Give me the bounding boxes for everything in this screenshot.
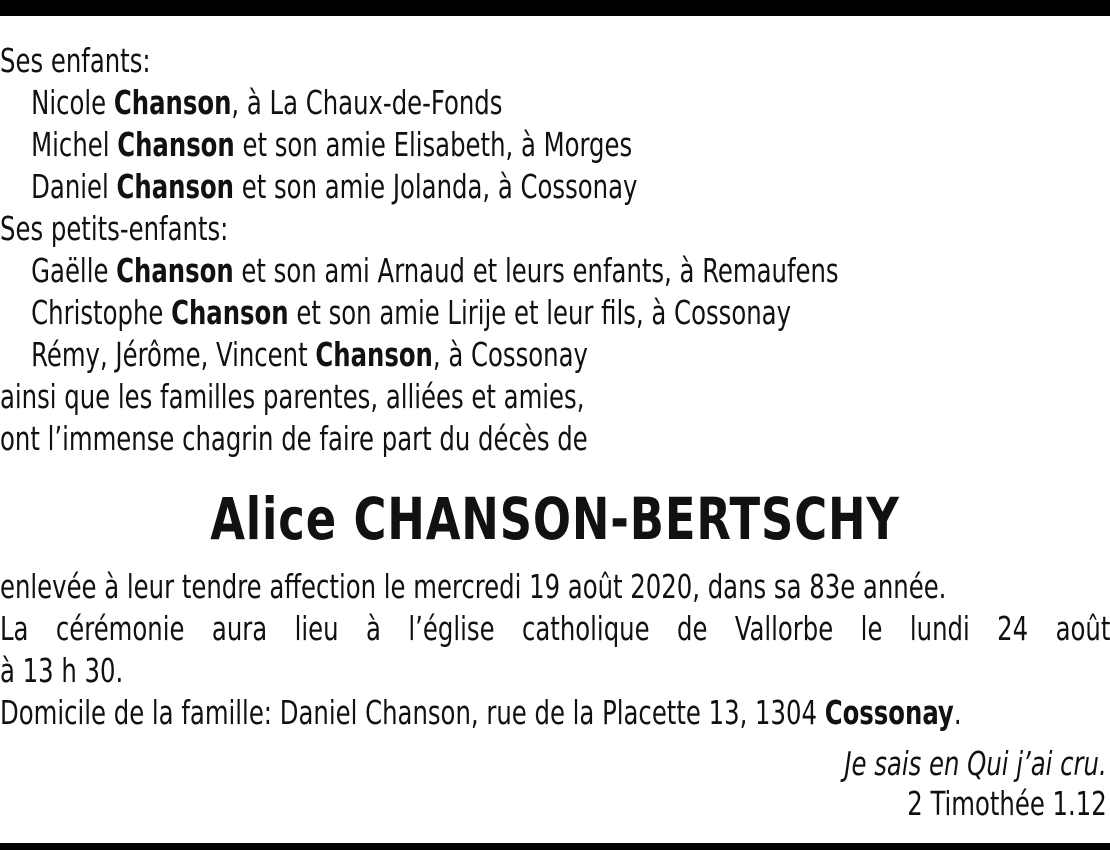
grandchild-first-name: Gaëlle: [31, 251, 117, 290]
ceremony-word: le: [860, 609, 883, 648]
domicile-end: .: [953, 693, 962, 732]
ceremony-word: catholique: [521, 609, 650, 648]
child-first-name: Michel: [31, 125, 118, 164]
children-heading: Ses enfants:: [0, 41, 151, 80]
ceremony-time: à 13 h 30.: [0, 651, 124, 690]
bottom-rule: [0, 843, 1110, 850]
grandchild-line: [0, 250, 1110, 292]
families-line: ainsi que les familles parentes, alliées et amies,: [0, 377, 585, 416]
ceremony-line: [0, 608, 1110, 650]
grandchild-detail: et son amie Lirije et leur fils, à Cossonay: [288, 293, 791, 332]
obituary-notice: [0, 40, 1110, 824]
child-last-name: Chanson: [116, 167, 235, 206]
grandchild-last-name: Chanson: [116, 251, 234, 290]
grandchild-detail: , à Cossonay: [432, 335, 588, 374]
ceremony-word: l’église: [408, 609, 495, 648]
domicile-city: Cossonay: [824, 693, 954, 732]
child-detail: , à La Chaux-de-Fonds: [231, 83, 503, 122]
departed-line: enlevée à leur tendre affection le mercredi 19 août 2020, dans sa 83e année.: [0, 567, 947, 606]
ceremony-word: 24: [997, 609, 1029, 648]
grandchild-line: [0, 292, 1110, 334]
ceremony-word: lundi: [909, 609, 970, 648]
grandchild-detail: et son ami Arnaud et leurs enfants, à Remaufens: [233, 251, 839, 290]
child-first-name: Daniel: [31, 167, 117, 206]
grandchildren-heading: Ses petits-enfants:: [0, 209, 229, 248]
ceremony-word: août: [1055, 609, 1110, 648]
ceremony-word: Vallorbe: [734, 609, 834, 648]
child-line: [0, 124, 1110, 166]
deceased-name: Alice CHANSON-BERTSCHY: [210, 485, 900, 553]
grandchild-first-name: Rémy, Jérôme, Vincent: [31, 335, 316, 374]
child-detail: et son amie Elisabeth, à Morges: [234, 125, 633, 164]
ceremony-word: cérémonie: [55, 609, 185, 648]
top-rule: [0, 0, 1110, 16]
child-line: [0, 166, 1110, 208]
ceremony-word: La: [0, 609, 29, 648]
bible-reference: 2 Timothée 1.12: [907, 784, 1107, 823]
ceremony-word: de: [677, 609, 708, 648]
announce-line: ont l’immense chagrin de faire part du décès de: [0, 419, 588, 458]
grandchild-first-name: Christophe: [31, 293, 172, 332]
grandchild-last-name: Chanson: [171, 293, 289, 332]
domicile-line: [0, 692, 1110, 734]
child-last-name: Chanson: [117, 125, 235, 164]
bible-quote: Je sais en Qui j’ai cru.: [844, 744, 1107, 783]
child-last-name: Chanson: [113, 83, 232, 122]
grandchild-last-name: Chanson: [315, 335, 433, 374]
domicile-text: Domicile de la famille: Daniel Chanson, rue de la Placette 13, 1304: [0, 693, 825, 732]
child-line: [0, 82, 1110, 124]
ceremony-word: lieu: [294, 609, 339, 648]
ceremony-word: aura: [211, 609, 268, 648]
child-first-name: Nicole: [31, 83, 114, 122]
child-detail: et son amie Jolanda, à Cossonay: [234, 167, 638, 206]
grandchild-line: [0, 334, 1110, 376]
ceremony-word: à: [366, 609, 381, 648]
